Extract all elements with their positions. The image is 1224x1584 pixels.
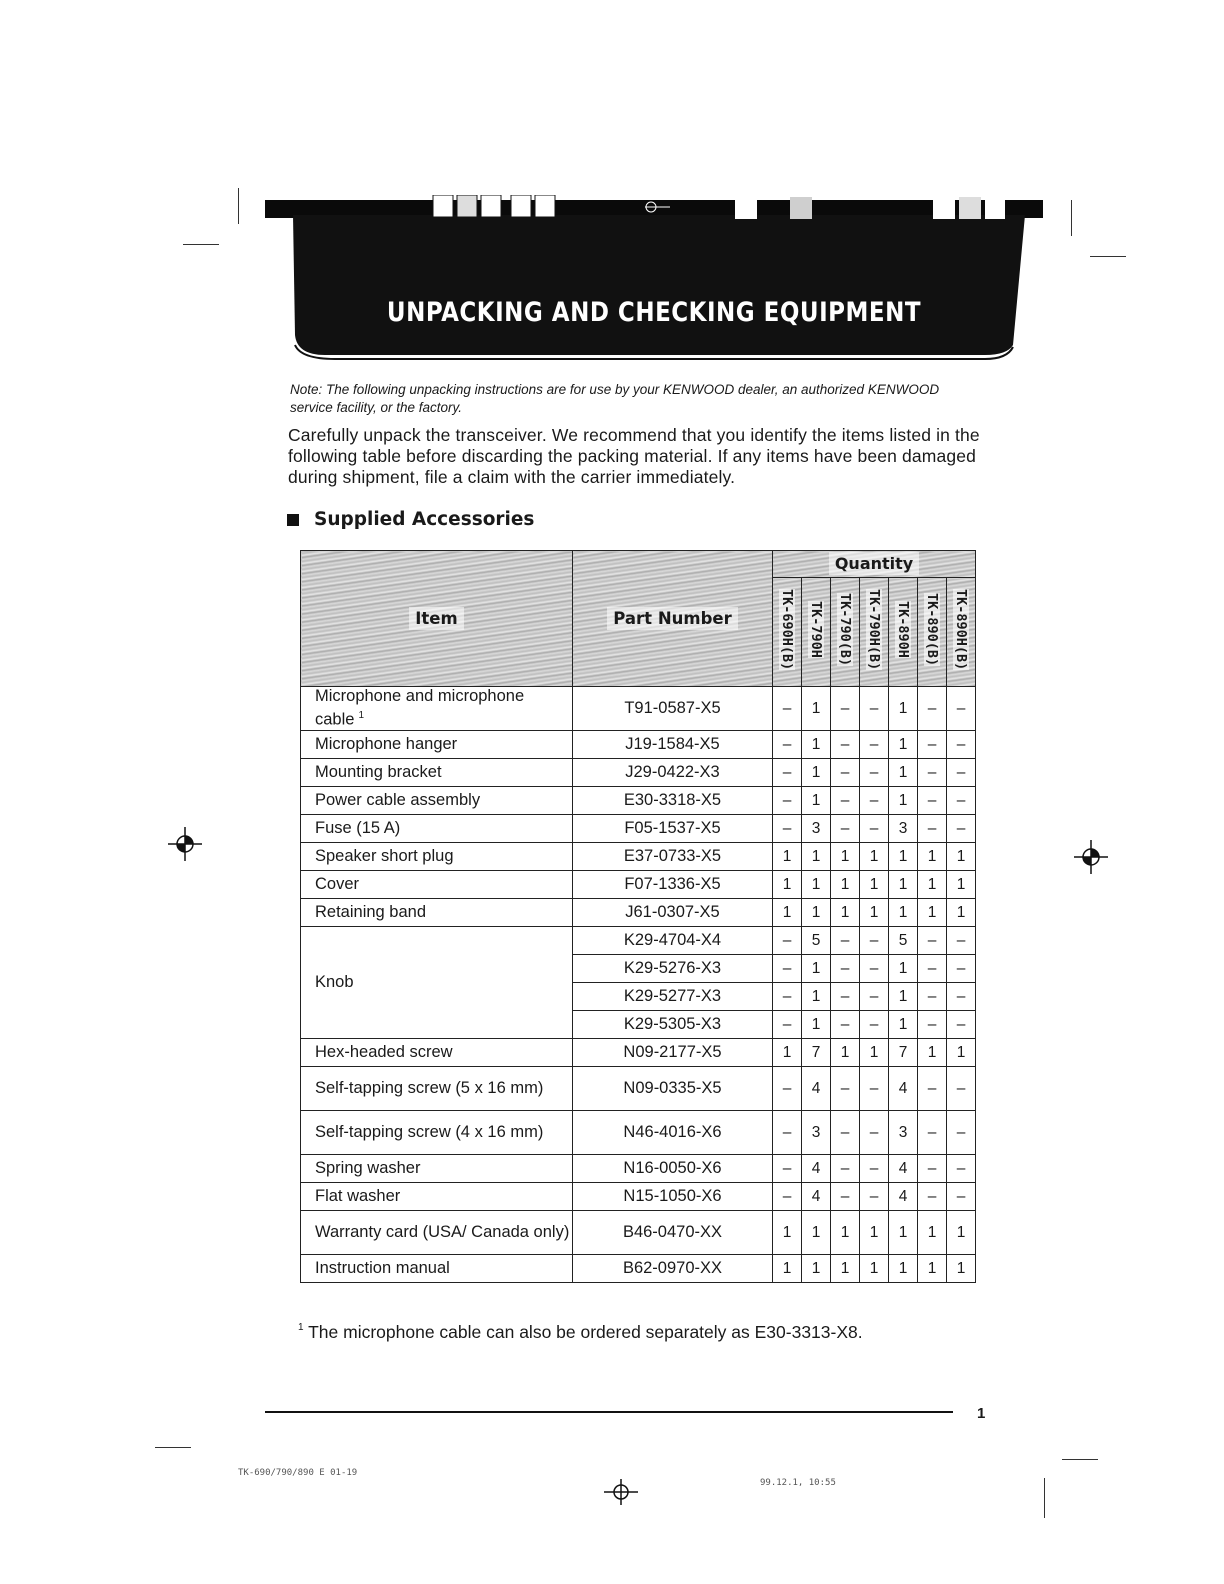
quantity-cell: 1 xyxy=(889,871,918,899)
note-label: Note: xyxy=(290,382,323,397)
quantity-cell: – xyxy=(831,1011,860,1039)
quantity-cell: 1 xyxy=(773,871,802,899)
crop-mark xyxy=(155,1447,191,1448)
table-row xyxy=(301,899,976,927)
quantity-cell: – xyxy=(918,1067,947,1111)
item-name: Self-tapping screw (4 x 16 mm) xyxy=(315,1123,544,1141)
quantity-cell: 1 xyxy=(802,1211,831,1255)
quantity-cell: – xyxy=(860,955,889,983)
table-row xyxy=(301,687,976,731)
item-name: Self-tapping screw (5 x 16 mm) xyxy=(315,1079,544,1097)
model-label: TK-690H(B) xyxy=(779,588,795,671)
crop-mark xyxy=(183,244,219,245)
quantity-cell: – xyxy=(831,731,860,759)
item-cell xyxy=(301,687,573,731)
item-cell xyxy=(301,1039,573,1067)
model-label: TK-890H(B) xyxy=(953,588,970,671)
quantity-cell: 1 xyxy=(802,1255,831,1283)
quantity-cell: – xyxy=(773,927,802,955)
quantity-cell: 1 xyxy=(889,731,918,759)
quantity-cell: – xyxy=(773,787,802,815)
quantity-cell: – xyxy=(860,687,889,731)
print-footer-left: TK-690/790/890 E 01-19 xyxy=(238,1468,358,1478)
item-cell xyxy=(301,871,573,899)
quantity-cell: 1 xyxy=(773,1211,802,1255)
quantity-cell: – xyxy=(773,759,802,787)
quantity-cell: 1 xyxy=(802,787,831,815)
quantity-cell: – xyxy=(860,815,889,843)
item-cell xyxy=(301,899,573,927)
quantity-cell: 1 xyxy=(889,899,918,927)
item-name: Flat washer xyxy=(315,1187,401,1205)
quantity-cell: 5 xyxy=(802,927,831,955)
quantity-cell: – xyxy=(947,1067,976,1111)
quantity-cell: 1 xyxy=(773,843,802,871)
part-number-cell: J19-1584-X5 xyxy=(573,731,773,759)
quantity-cell: – xyxy=(860,1067,889,1111)
quantity-cell: – xyxy=(860,983,889,1011)
item-cell xyxy=(301,1183,573,1211)
quantity-cell: – xyxy=(831,983,860,1011)
quantity-cell: – xyxy=(831,787,860,815)
quantity-cell: 1 xyxy=(773,1039,802,1067)
item-name: Fuse (15 A) xyxy=(315,819,401,837)
quantity-cell: – xyxy=(947,1111,976,1155)
quantity-cell: – xyxy=(918,955,947,983)
quantity-cell: 1 xyxy=(802,1011,831,1039)
quantity-cell: 1 xyxy=(831,843,860,871)
quantity-cell: – xyxy=(947,687,976,731)
item-cell xyxy=(301,759,573,787)
quantity-cell: 1 xyxy=(860,1255,889,1283)
quantity-cell: 1 xyxy=(947,899,976,927)
quantity-cell: – xyxy=(947,1155,976,1183)
table-row xyxy=(301,1183,976,1211)
quantity-cell: – xyxy=(860,731,889,759)
quantity-cell: 4 xyxy=(802,1067,831,1111)
item-name: Microphone hanger xyxy=(315,735,458,753)
square-bullet-icon xyxy=(287,514,299,526)
section-heading xyxy=(287,509,534,530)
part-number-cell: J61-0307-X5 xyxy=(573,899,773,927)
quantity-cell: 1 xyxy=(918,1039,947,1067)
quantity-cell: – xyxy=(947,1183,976,1211)
quantity-cell: – xyxy=(831,687,860,731)
quantity-cell: 1 xyxy=(831,899,860,927)
quantity-cell: 4 xyxy=(802,1183,831,1211)
crop-mark xyxy=(1044,1478,1045,1518)
quantity-cell: – xyxy=(831,955,860,983)
part-number-cell: N09-0335-X5 xyxy=(573,1067,773,1111)
footnote-marker: 1 xyxy=(298,1322,304,1333)
quantity-cell: – xyxy=(918,1155,947,1183)
header-item-label: Item xyxy=(409,607,463,630)
table-row xyxy=(301,1039,976,1067)
registration-mark-icon xyxy=(168,827,202,861)
model-header xyxy=(918,578,947,687)
crop-mark xyxy=(1062,1459,1098,1460)
item-name: Power cable assembly xyxy=(315,791,481,809)
part-number-cell: K29-4704-X4 xyxy=(573,927,773,955)
quantity-cell: – xyxy=(918,1011,947,1039)
quantity-cell: 1 xyxy=(889,983,918,1011)
footnote-ref: 1 xyxy=(358,710,365,722)
quantity-cell: 1 xyxy=(918,871,947,899)
table-row xyxy=(301,1067,976,1111)
quantity-cell: 1 xyxy=(802,687,831,731)
quantity-cell: 1 xyxy=(773,899,802,927)
quantity-cell: – xyxy=(831,1183,860,1211)
quantity-cell: – xyxy=(947,927,976,955)
quantity-cell: – xyxy=(918,1111,947,1155)
model-label: TK-790(B) xyxy=(837,592,853,667)
quantity-cell: 1 xyxy=(889,759,918,787)
header-quantity-label: Quantity xyxy=(829,552,919,575)
page-title: UNPACKING AND CHECKING EQUIPMENT xyxy=(386,298,922,328)
section-heading-text: Supplied Accessories xyxy=(314,509,535,530)
quantity-cell: 1 xyxy=(889,1011,918,1039)
header-quantity xyxy=(773,551,976,578)
quantity-cell: – xyxy=(860,1011,889,1039)
quantity-cell: 3 xyxy=(802,815,831,843)
table-row xyxy=(301,1211,976,1255)
part-number-cell: E30-3318-X5 xyxy=(573,787,773,815)
quantity-cell: 1 xyxy=(802,955,831,983)
quantity-cell: 1 xyxy=(889,955,918,983)
quantity-cell: – xyxy=(918,983,947,1011)
quantity-cell: – xyxy=(773,1011,802,1039)
quantity-cell: – xyxy=(831,927,860,955)
quantity-cell: 1 xyxy=(918,1211,947,1255)
item-name: Instruction manual xyxy=(315,1259,450,1277)
item-cell xyxy=(301,1111,573,1155)
intro-paragraph: Carefully unpack the transceiver. We recommend that you identify the items listed in the following table before discarding the packing material. If any items have been damaged during shipment, file a claim with the carrier immediately. xyxy=(288,425,980,487)
quantity-cell: – xyxy=(947,815,976,843)
quantity-cell: – xyxy=(831,1111,860,1155)
quantity-cell: 1 xyxy=(831,1211,860,1255)
quantity-cell: 4 xyxy=(889,1155,918,1183)
item-name: Microphone and microphone cable xyxy=(315,687,525,729)
quantity-cell: – xyxy=(773,983,802,1011)
item-name: Hex-headed screw xyxy=(315,1043,453,1061)
quantity-cell: 1 xyxy=(860,843,889,871)
item-cell xyxy=(301,1067,573,1111)
crop-mark xyxy=(1071,200,1072,236)
table-row xyxy=(301,1111,976,1155)
print-footer-right: 99.12.1, 10:55 xyxy=(760,1478,836,1488)
quantity-cell: 3 xyxy=(889,815,918,843)
quantity-cell: 1 xyxy=(802,899,831,927)
quantity-cell: 1 xyxy=(831,871,860,899)
table-row xyxy=(301,815,976,843)
registration-mark-icon xyxy=(604,1475,638,1509)
quantity-cell: – xyxy=(773,815,802,843)
quantity-cell: 1 xyxy=(947,843,976,871)
table-row xyxy=(301,731,976,759)
quantity-cell: – xyxy=(947,1011,976,1039)
footnote-text: The microphone cable can also be ordered separately as E30-3313-X8. xyxy=(308,1322,863,1342)
quantity-cell: – xyxy=(860,1183,889,1211)
quantity-cell: – xyxy=(918,731,947,759)
quantity-cell: – xyxy=(773,1111,802,1155)
quantity-cell: 5 xyxy=(889,927,918,955)
quantity-cell: 7 xyxy=(802,1039,831,1067)
part-number-cell: T91-0587-X5 xyxy=(573,687,773,731)
quantity-cell: 1 xyxy=(889,1211,918,1255)
quantity-cell: – xyxy=(860,787,889,815)
part-number-cell: N09-2177-X5 xyxy=(573,1039,773,1067)
item-name: Spring washer xyxy=(315,1159,421,1177)
table-row xyxy=(301,759,976,787)
quantity-cell: 1 xyxy=(918,843,947,871)
table-row xyxy=(301,927,976,955)
quantity-cell: – xyxy=(918,815,947,843)
header-part-label: Part Number xyxy=(607,607,737,630)
table-body xyxy=(301,687,976,1283)
quantity-cell: 1 xyxy=(802,871,831,899)
header-part-number xyxy=(573,551,773,687)
header-banner xyxy=(265,195,1043,360)
quantity-cell: 4 xyxy=(802,1155,831,1183)
quantity-cell: 1 xyxy=(831,1255,860,1283)
model-label: TK-890H xyxy=(895,601,911,658)
quantity-cell: – xyxy=(860,927,889,955)
model-header xyxy=(831,578,860,687)
item-name: Cover xyxy=(315,875,360,893)
quantity-cell: 1 xyxy=(947,871,976,899)
table-row xyxy=(301,871,976,899)
item-cell xyxy=(301,787,573,815)
quantity-cell: 1 xyxy=(802,983,831,1011)
quantity-cell: – xyxy=(831,1067,860,1111)
registration-mark-icon xyxy=(1074,840,1108,874)
quantity-cell: 1 xyxy=(860,1039,889,1067)
quantity-cell: 1 xyxy=(802,731,831,759)
quantity-cell: – xyxy=(831,759,860,787)
part-number-cell: N15-1050-X6 xyxy=(573,1183,773,1211)
item-name: Warranty card (USA/ Canada only) xyxy=(315,1223,570,1241)
item-cell xyxy=(301,731,573,759)
quantity-cell: – xyxy=(860,759,889,787)
quantity-cell: 1 xyxy=(831,1039,860,1067)
quantity-cell: – xyxy=(947,983,976,1011)
model-header xyxy=(860,578,889,687)
part-number-cell: K29-5276-X3 xyxy=(573,955,773,983)
quantity-cell: 1 xyxy=(860,899,889,927)
quantity-cell: – xyxy=(831,815,860,843)
part-number-cell: B46-0470-XX xyxy=(573,1211,773,1255)
quantity-cell: – xyxy=(918,927,947,955)
part-number-cell: E37-0733-X5 xyxy=(573,843,773,871)
model-header xyxy=(889,578,918,687)
quantity-cell: – xyxy=(773,1067,802,1111)
model-label: TK-790H xyxy=(808,601,824,658)
page-number: 1 xyxy=(977,1405,986,1422)
table-row xyxy=(301,1255,976,1283)
note-paragraph xyxy=(290,381,980,417)
part-number-cell: B62-0970-XX xyxy=(573,1255,773,1283)
quantity-cell: 1 xyxy=(860,1211,889,1255)
quantity-cell: 1 xyxy=(918,1255,947,1283)
table-row xyxy=(301,843,976,871)
model-header xyxy=(802,578,831,687)
quantity-cell: – xyxy=(773,1183,802,1211)
quantity-cell: 1 xyxy=(889,787,918,815)
part-number-cell: J29-0422-X3 xyxy=(573,759,773,787)
quantity-cell: 4 xyxy=(889,1183,918,1211)
bottom-rule xyxy=(265,1411,953,1413)
table-row xyxy=(301,787,976,815)
item-cell xyxy=(301,927,573,1039)
quantity-cell: – xyxy=(918,787,947,815)
quantity-cell: – xyxy=(860,1111,889,1155)
quantity-cell: 1 xyxy=(889,1255,918,1283)
item-name: Mounting bracket xyxy=(315,763,442,781)
part-number-cell: F07-1336-X5 xyxy=(573,871,773,899)
model-header xyxy=(947,578,976,687)
note-text: The following unpacking instructions are for use by your KENWOOD dealer, an authorized KENWOOD service facility, or the factory. xyxy=(290,382,940,415)
model-label: TK-890(B) xyxy=(924,592,940,667)
item-name: Speaker short plug xyxy=(315,847,454,865)
quantity-cell: – xyxy=(773,1155,802,1183)
table-row xyxy=(301,1155,976,1183)
accessories-table xyxy=(300,550,976,1283)
quantity-cell: – xyxy=(831,1155,860,1183)
item-cell xyxy=(301,1155,573,1183)
quantity-cell: 3 xyxy=(802,1111,831,1155)
quantity-cell: 1 xyxy=(773,1255,802,1283)
quantity-cell: 7 xyxy=(889,1039,918,1067)
item-cell xyxy=(301,843,573,871)
crop-mark xyxy=(1090,256,1126,257)
footnote xyxy=(298,1322,863,1343)
model-header xyxy=(773,578,802,687)
item-cell xyxy=(301,815,573,843)
quantity-cell: – xyxy=(918,1183,947,1211)
quantity-cell: – xyxy=(947,731,976,759)
quantity-cell: 4 xyxy=(889,1067,918,1111)
quantity-cell: – xyxy=(947,955,976,983)
quantity-cell: – xyxy=(947,787,976,815)
quantity-cell: 1 xyxy=(889,687,918,731)
quantity-cell: 1 xyxy=(802,843,831,871)
quantity-cell: 1 xyxy=(918,899,947,927)
quantity-cell: 3 xyxy=(889,1111,918,1155)
quantity-cell: – xyxy=(947,759,976,787)
crop-mark xyxy=(238,188,239,224)
quantity-cell: – xyxy=(860,1155,889,1183)
quantity-cell: – xyxy=(773,731,802,759)
quantity-cell: – xyxy=(773,687,802,731)
model-label: TK-790H(B) xyxy=(866,588,882,671)
part-number-cell: N16-0050-X6 xyxy=(573,1155,773,1183)
quantity-cell: 1 xyxy=(947,1211,976,1255)
item-name: Knob xyxy=(315,973,354,991)
quantity-cell: 1 xyxy=(889,843,918,871)
quantity-cell: – xyxy=(918,687,947,731)
quantity-cell: 1 xyxy=(947,1255,976,1283)
part-number-cell: N46-4016-X6 xyxy=(573,1111,773,1155)
part-number-cell: K29-5305-X3 xyxy=(573,1011,773,1039)
quantity-cell: – xyxy=(918,759,947,787)
part-number-cell: K29-5277-X3 xyxy=(573,983,773,1011)
quantity-cell: 1 xyxy=(860,871,889,899)
quantity-cell: – xyxy=(773,955,802,983)
header-item xyxy=(301,551,573,687)
part-number-cell: F05-1537-X5 xyxy=(573,815,773,843)
item-name: Retaining band xyxy=(315,903,427,921)
item-cell xyxy=(301,1211,573,1255)
item-cell xyxy=(301,1255,573,1283)
quantity-cell: 1 xyxy=(802,759,831,787)
quantity-cell: 1 xyxy=(947,1039,976,1067)
